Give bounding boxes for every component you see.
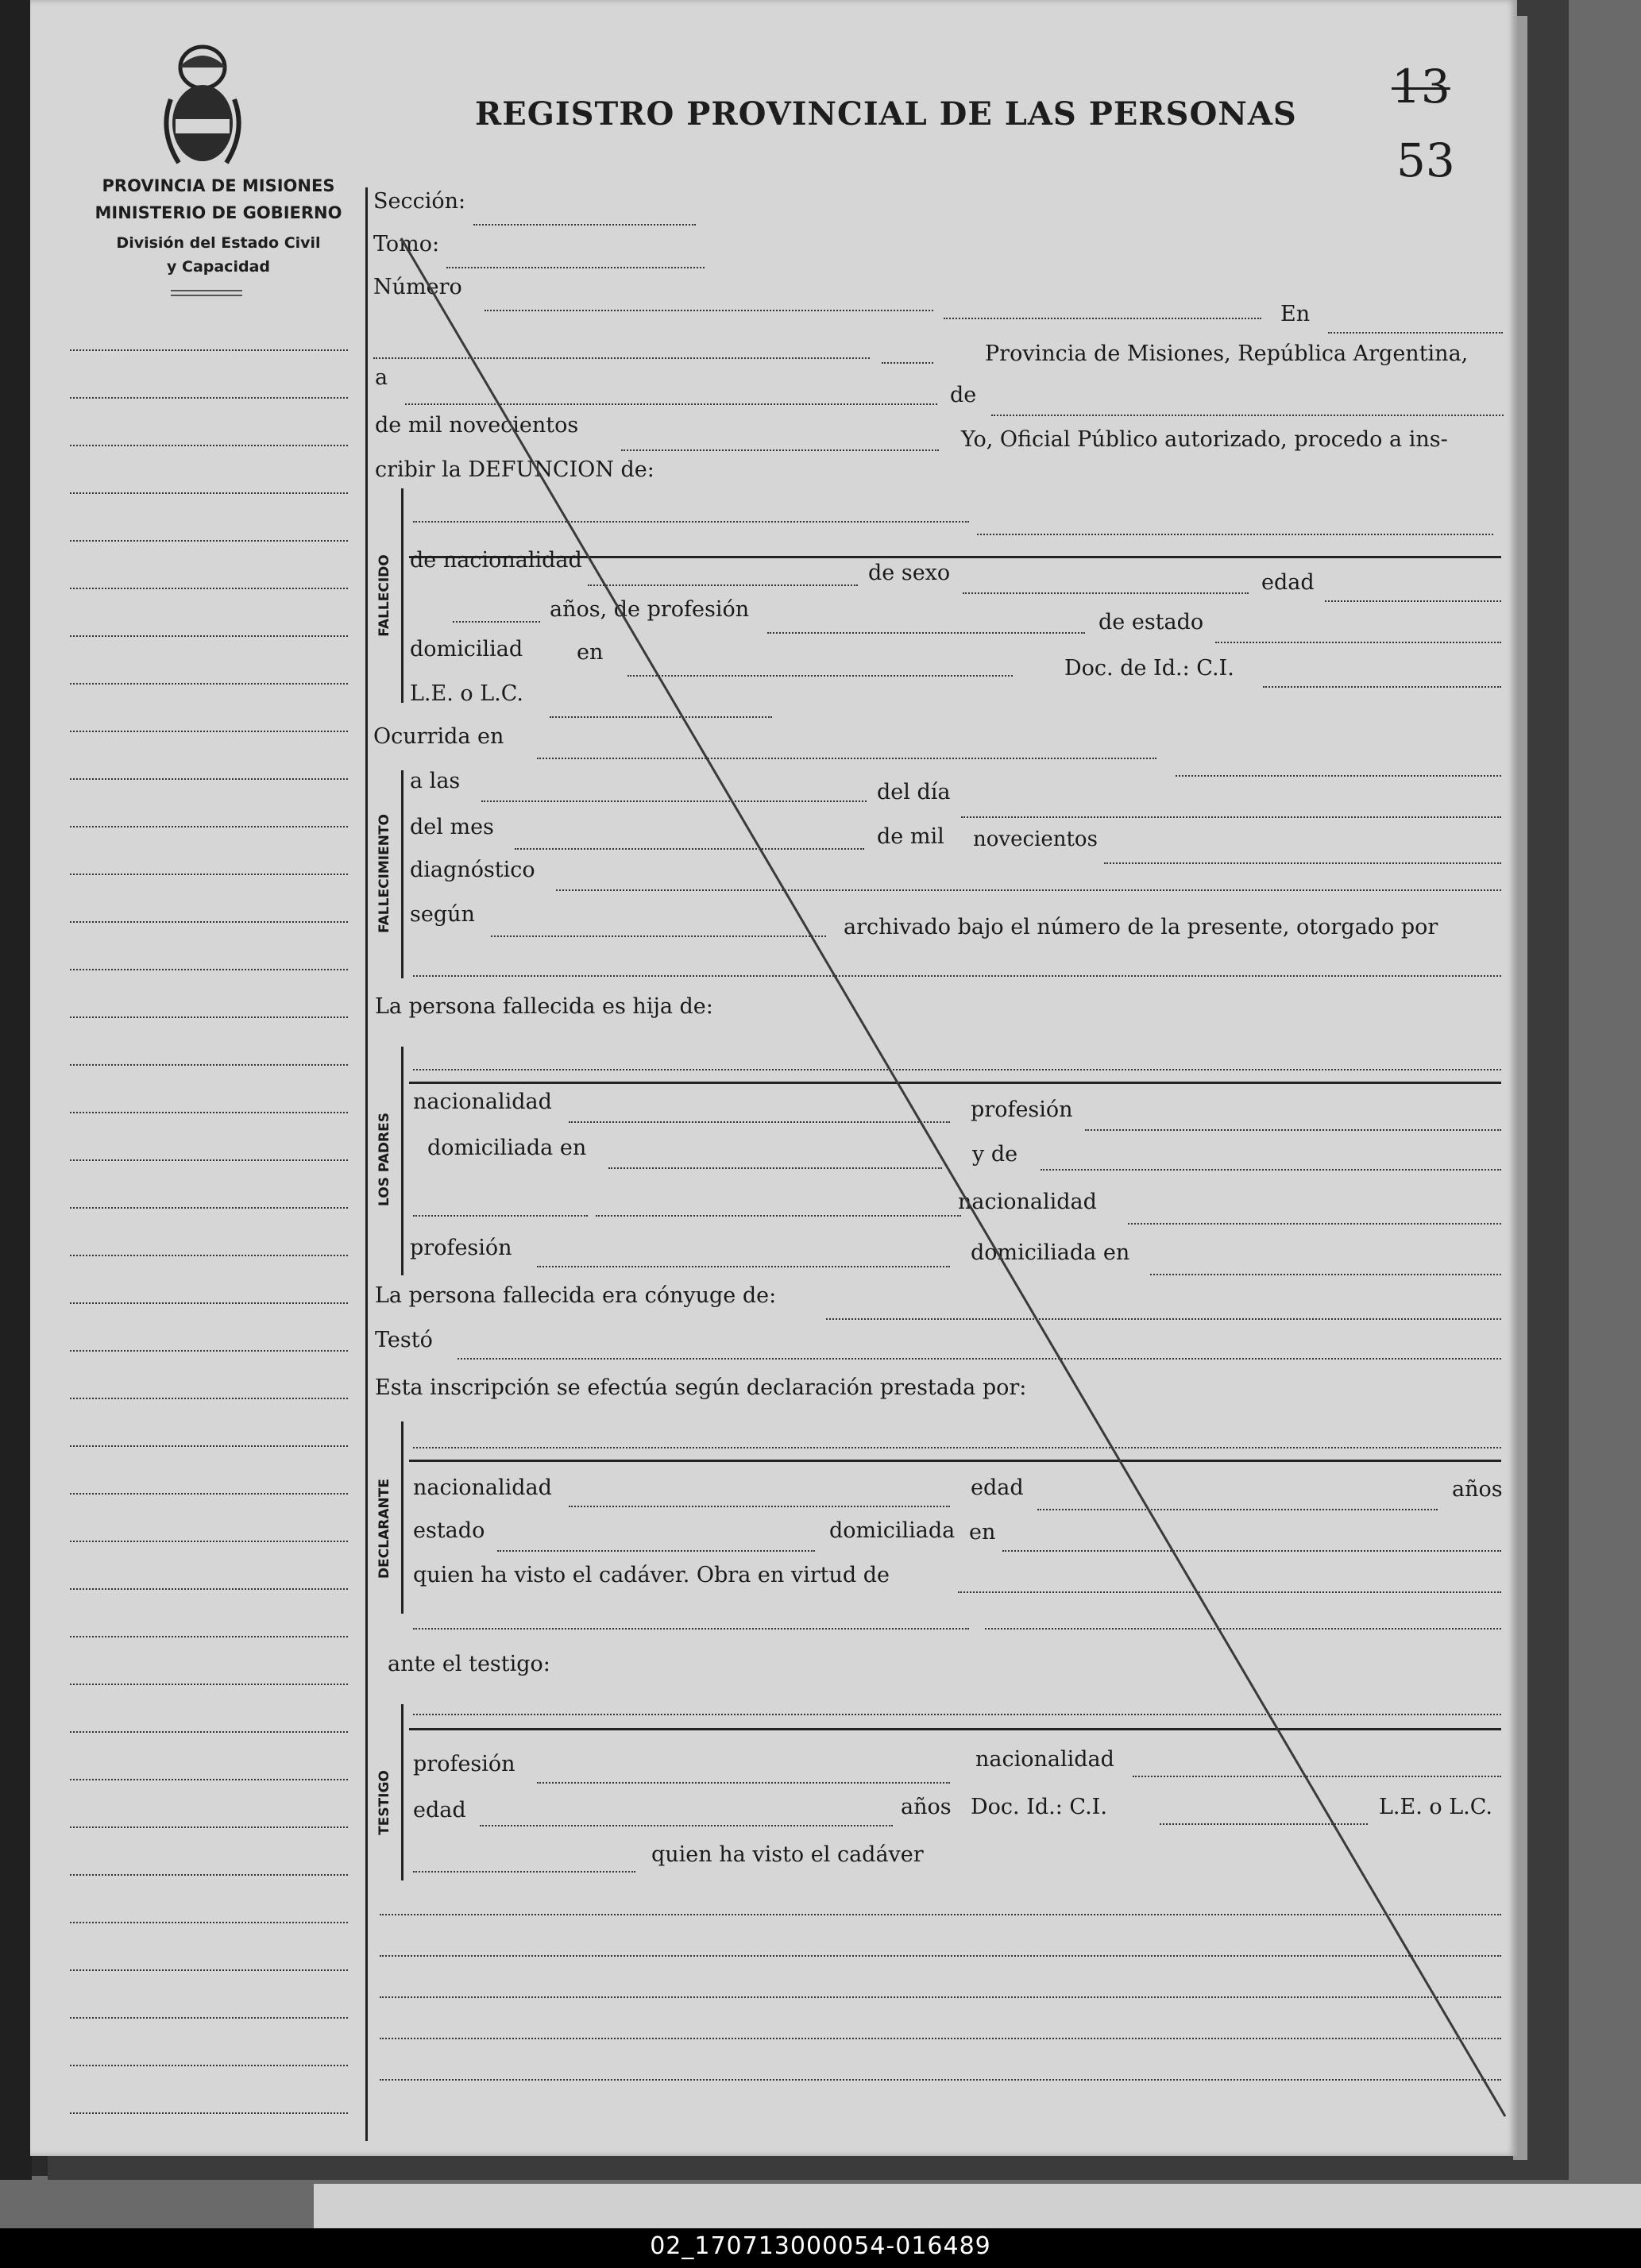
doc-label: Doc. de Id.: C.I.: [1064, 656, 1234, 681]
de-label: de: [950, 383, 977, 407]
madre-domicilio-label: domiciliada en: [971, 1240, 1130, 1265]
declarante-edad-label: edad: [971, 1475, 1024, 1500]
segun-label: según: [410, 902, 475, 927]
page-title: REGISTRO PROVINCIAL DE LAS PERSONAS: [475, 95, 1297, 133]
conyuge-text: La persona fallecida era cónyuge de:: [375, 1283, 777, 1308]
estado-label: de estado: [1099, 610, 1204, 634]
de-mil-label: de mil novecientos: [375, 413, 579, 438]
numero-label: Número: [373, 275, 462, 299]
diagnostico-label: diagnóstico: [410, 858, 535, 882]
record-number-old: 13: [1392, 60, 1450, 114]
declarante-anos-label: años: [1452, 1477, 1503, 1502]
testigo-visto-text: quien ha visto el cadáver: [651, 1842, 924, 1867]
padre-profesion-label: profesión: [971, 1097, 1073, 1122]
padre-domicilio-label: domiciliada en: [427, 1136, 587, 1160]
declarante-label: DECLARANTE: [376, 1479, 392, 1579]
del-mes-label: del mes: [410, 815, 494, 839]
division-name-2: y Capacidad: [167, 258, 270, 276]
testigo-profesion-label: profesión: [413, 1752, 515, 1776]
domiciliad-label: domiciliad: [410, 637, 523, 662]
testigo-le-label: L.E. o L.C.: [1379, 1795, 1493, 1819]
declarante-visto-text: quien ha visto el cadáver. Obra en virtud de: [413, 1563, 890, 1587]
del-dia-label: del día: [877, 780, 951, 804]
declarante-estado-label: estado: [413, 1518, 485, 1543]
le-label: L.E. o L.C.: [410, 681, 524, 706]
testigo-edad-label: edad: [413, 1798, 466, 1822]
division-name: División del Estado Civil: [116, 234, 321, 252]
declarante-domiciliada-label: domiciliada: [829, 1518, 956, 1543]
en-label: En: [1280, 302, 1311, 326]
edad-label: edad: [1261, 570, 1315, 595]
ante-testigo-text: ante el testigo:: [388, 1652, 550, 1676]
hija-text: La persona fallecida es hija de:: [375, 994, 713, 1019]
declarante-nacionalidad-label: nacionalidad: [413, 1475, 552, 1500]
y-de-label: y de: [972, 1142, 1018, 1167]
novecientos-label: novecientos: [973, 827, 1098, 851]
image-caption: 02_170713000054-016489: [650, 2232, 991, 2260]
declarante-en-label: en: [969, 1520, 996, 1545]
seccion-label: Sección:: [373, 189, 466, 214]
yo-text: Yo, Oficial Público autorizado, procedo a ins-: [961, 427, 1448, 452]
padres-label: LOS PADRES: [376, 1113, 392, 1206]
anos-label: años, de profesión: [550, 597, 750, 622]
ocurrida-label: Ocurrida en: [373, 724, 504, 749]
testigo-nacionalidad-label: nacionalidad: [975, 1747, 1114, 1772]
de-mil-label-2: de mil: [877, 824, 944, 849]
archivado-text: archivado bajo el número de la presente, otorgado por: [844, 915, 1438, 939]
testigo-label: TESTIGO: [376, 1770, 392, 1835]
madre-profesion-label: profesión: [410, 1236, 512, 1260]
a-las-label: a las: [410, 769, 461, 793]
testo-label: Testó: [375, 1328, 433, 1352]
testigo-anos-label: años: [901, 1795, 952, 1819]
en-label-2: en: [577, 640, 604, 665]
provincia-text: Provincia de Misiones, República Argentina,: [985, 341, 1469, 366]
sexo-label: de sexo: [868, 561, 951, 585]
tomo-label: Tomo:: [373, 232, 440, 256]
fallecimiento-label: FALLECIMIENTO: [376, 813, 392, 934]
cribir-text: cribir la DEFUNCION de:: [375, 457, 654, 482]
inscripcion-text: Esta inscripción se efectúa según declaración prestada por:: [375, 1375, 1027, 1400]
province-name: PROVINCIA DE MISIONES: [102, 176, 335, 195]
a-label: a: [375, 365, 388, 390]
record-number: 53: [1396, 133, 1455, 187]
ministry-name: MINISTERIO DE GOBIERNO: [95, 203, 342, 222]
nacionalidad-label: de nacionalidad: [410, 548, 582, 573]
testigo-doc-label: Doc. Id.: C.I.: [971, 1795, 1107, 1819]
madre-nacionalidad-label: nacionalidad: [958, 1190, 1097, 1214]
padre-nacionalidad-label: nacionalidad: [413, 1090, 552, 1114]
fallecido-label: FALLECIDO: [376, 554, 392, 637]
